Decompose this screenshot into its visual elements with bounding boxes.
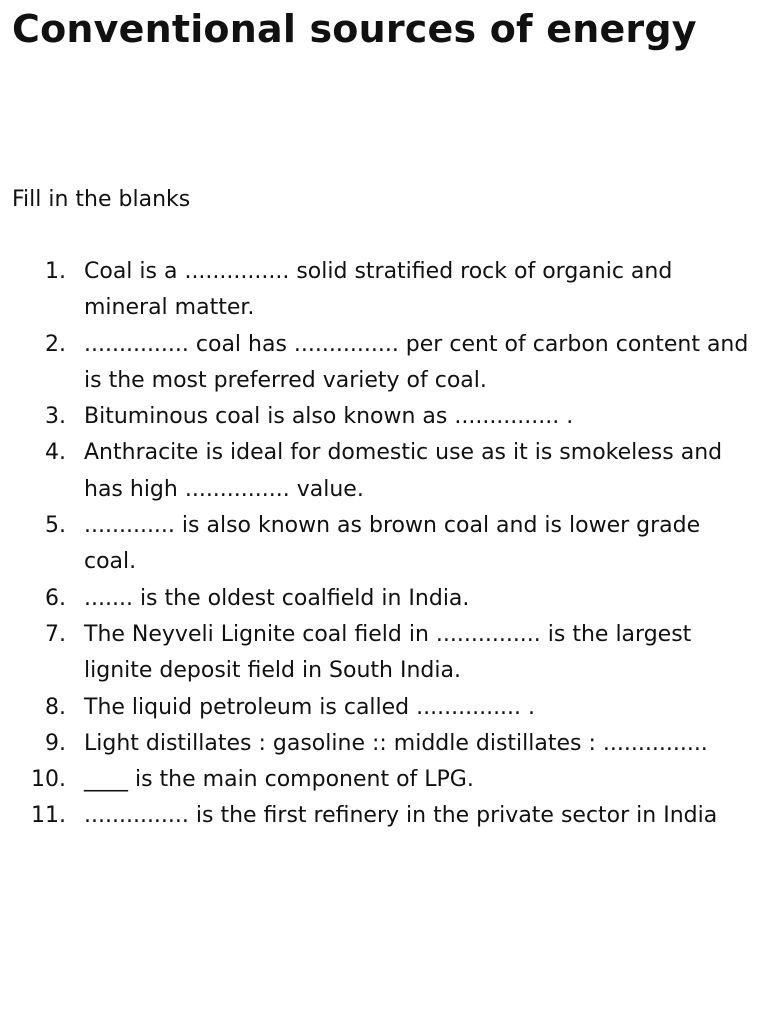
question-number: 5.: [45, 513, 66, 539]
question-text: ............. is also known as brown coal and is lower grade coal.: [84, 513, 701, 575]
page-title: Conventional sources of energy: [12, 7, 697, 51]
question-text: Anthracite is ideal for domestic use as it is smokeless and has high ............... value.: [84, 440, 723, 502]
question-number: 3.: [45, 404, 66, 430]
question-item-9: [0, 726, 768, 762]
question-number: 7.: [45, 621, 66, 647]
question-number: 1.: [45, 259, 66, 284]
question-item-2: [0, 327, 768, 400]
question-number: 4.: [45, 440, 66, 466]
question-item-10: [0, 762, 768, 798]
instructions-heading: Fill in the blanks: [12, 187, 191, 212]
question-text: The liquid petroleum is called ............... .: [84, 694, 536, 720]
question-number: 11.: [31, 803, 66, 829]
question-item-5: [0, 508, 768, 581]
question-text: ............... coal has ............... per cent of carbon content and is the most preferred variety of coal.: [84, 331, 749, 393]
question-item-6: [0, 581, 768, 617]
question-item-4: [0, 435, 768, 508]
question-text: ............... is the first refinery in the private sector in India: [84, 803, 718, 829]
question-item-8: [0, 690, 768, 726]
question-item-11: [0, 798, 768, 834]
question-number: 2.: [45, 331, 66, 357]
question-text: Bituminous coal is also known as ............... .: [84, 404, 574, 430]
question-item-3: [0, 399, 768, 435]
question-item-1: [0, 254, 768, 327]
question-number: 6.: [45, 585, 66, 611]
question-text: ....... is the oldest coalfield in India.: [84, 585, 470, 611]
question-text: The Neyveli Lignite coal field in ............... is the largest lignite deposit field in South India.: [84, 621, 692, 684]
question-text: Light distillates : gasoline :: middle distillates : ...............: [84, 730, 708, 756]
question-item-7: [0, 617, 768, 690]
question-number: 10.: [31, 767, 66, 793]
question-number: 8.: [45, 694, 66, 720]
question-text: Coal is a ............... solid stratified rock of organic and mineral matter.: [84, 259, 673, 321]
question-text: ____ is the main component of LPG.: [84, 767, 474, 793]
question-list: [0, 254, 768, 835]
question-number: 9.: [45, 730, 66, 756]
